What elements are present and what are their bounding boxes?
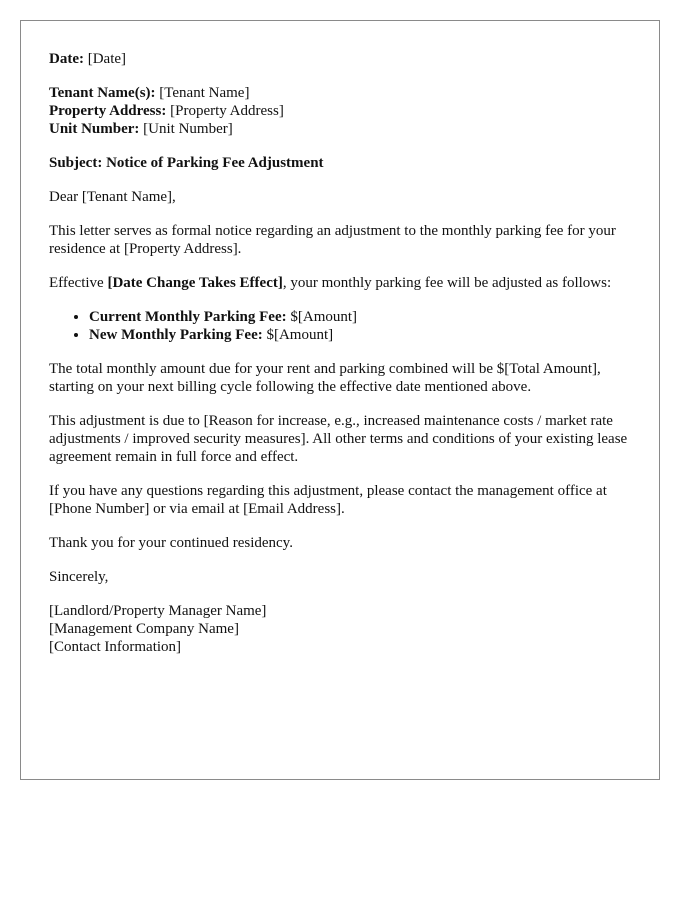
intro-paragraph: This letter serves as formal notice regarding an adjustment to the monthly parking fee for your residence at [Property Address].: [49, 223, 616, 257]
signature-contact: [Contact Information]: [49, 639, 182, 655]
current-fee-label: Current Monthly Parking Fee:: [89, 309, 287, 325]
date-line: [49, 50, 631, 68]
unit-label: Unit Number:: [49, 121, 140, 137]
subject-line: Subject: Notice of Parking Fee Adjustment: [49, 155, 324, 171]
reason-paragraph: This adjustment is due to [Reason for increase, e.g., increased maintenance costs / market rate adjustments / improved security measures]. All other terms and conditions of your existing lease agreement remain in full force and effect.: [49, 413, 628, 465]
new-fee-value: $[Amount]: [266, 327, 334, 343]
list-item: [89, 308, 631, 326]
effective-text-after: , your monthly parking fee will be adjusted as follows:: [282, 275, 612, 291]
tenant-label: Tenant Name(s):: [49, 85, 156, 101]
date-label: Date:: [49, 51, 84, 67]
total-paragraph: The total monthly amount due for your rent and parking combined will be $[Total Amount], starting on your next billing cycle following the effective date mentioned above.: [49, 361, 601, 395]
letter-page: [20, 20, 660, 780]
unit-value: [Unit Number]: [143, 121, 233, 137]
signature-name: [Landlord/Property Manager Name]: [49, 603, 267, 619]
date-value: [Date]: [87, 51, 127, 67]
thanks-line: Thank you for your continued residency.: [49, 535, 293, 551]
fee-list: [49, 308, 631, 344]
address-line: [49, 102, 631, 120]
salutation: Dear [Tenant Name],: [49, 189, 176, 205]
effective-paragraph: [49, 274, 631, 292]
tenant-line: [49, 84, 631, 102]
unit-line: [49, 120, 631, 138]
recipient-block: [49, 84, 631, 138]
address-value: [Property Address]: [170, 103, 284, 119]
signature-block: [49, 602, 631, 656]
tenant-value: [Tenant Name]: [159, 85, 250, 101]
signature-company: [Management Company Name]: [49, 621, 239, 637]
current-fee-value: $[Amount]: [290, 309, 358, 325]
effective-date: [Date Change Takes Effect]: [107, 275, 283, 291]
list-item: [89, 326, 631, 344]
contact-paragraph: If you have any questions regarding this adjustment, please contact the management office at [Phone Number] or via email at [Email Address].: [49, 483, 607, 517]
effective-text-before: Effective: [49, 275, 108, 291]
address-label: Property Address:: [49, 103, 167, 119]
closing-line: Sincerely,: [49, 569, 109, 585]
new-fee-label: New Monthly Parking Fee:: [89, 327, 263, 343]
